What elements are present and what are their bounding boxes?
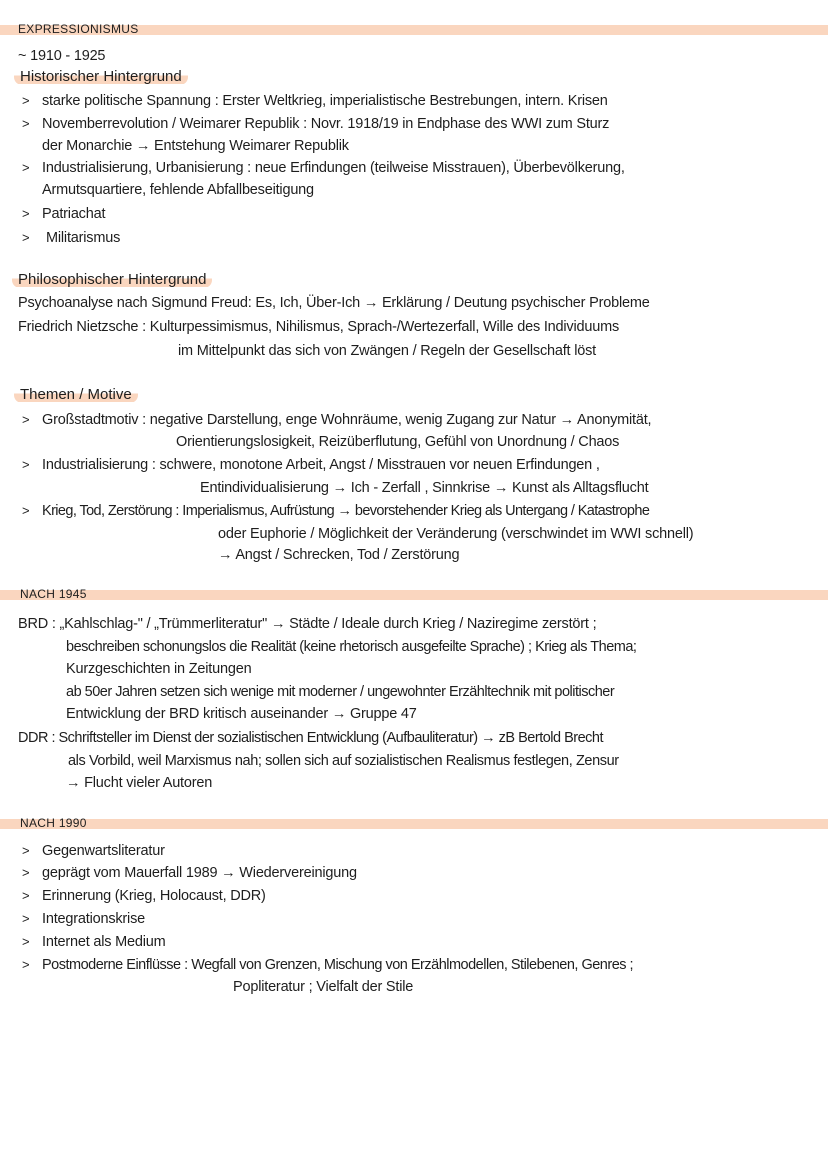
- bullet-icon: >: [22, 503, 30, 518]
- list-item-continuation: Entindividualisierung → Ich - Zerfall , Sinnkrise → Kunst als Alltagsflucht: [200, 480, 649, 496]
- period: ~ 1910 - 1925: [18, 48, 106, 64]
- list-item: Großstadtmotiv : negative Darstellung, enge Wohnräume, wenig Zugang zur Natur → Anonymität,: [42, 412, 652, 428]
- heading-philosophisch: Philosophischer Hintergrund: [12, 271, 212, 288]
- bullet-icon: >: [22, 843, 30, 858]
- bullet-icon: >: [22, 934, 30, 949]
- section-title-nach-1945: NACH 1945: [20, 587, 87, 601]
- bullet-icon: >: [22, 206, 30, 221]
- bullet-icon: >: [22, 865, 30, 880]
- text-line: Friedrich Nietzsche : Kulturpessimismus, Nihilismus, Sprach-/Wertezerfall, Wille des Individuums: [18, 319, 619, 335]
- list-item: geprägt vom Mauerfall 1989 → Wiedervereinigung: [42, 865, 357, 881]
- list-item-continuation: → Angst / Schrecken, Tod / Zerstörung: [218, 547, 460, 563]
- section-title-nach-1990: NACH 1990: [20, 816, 87, 830]
- bullet-icon: >: [22, 888, 30, 903]
- list-item: Industrialisierung, Urbanisierung : neue Erfindungen (teilweise Misstrauen), Überbevölkerung,: [42, 160, 625, 176]
- bullet-icon: >: [22, 230, 30, 245]
- text-line: DDR : Schriftsteller im Dienst der sozialistischen Entwicklung (Aufbauliteratur) → zB Bertold Brecht: [18, 730, 604, 746]
- list-item: Novemberrevolution / Weimarer Republik : Novr. 1918/19 in Endphase des WWI zum Sturz: [42, 116, 610, 132]
- text-line: BRD : „Kahlschlag-" / „Trümmerliteratur" → Städte / Ideale durch Krieg / Naziregime zerstört ;: [18, 616, 597, 632]
- bullet-icon: >: [22, 93, 30, 108]
- list-item: Postmoderne Einflüsse : Wegfall von Grenzen, Mischung von Erzählmodellen, Stilebenen, Genres ;: [42, 957, 634, 973]
- list-item-continuation: Armutsquartiere, fehlende Abfallbeseitigung: [42, 182, 314, 198]
- text-line: Psychoanalyse nach Sigmund Freud: Es, Ich, Über-Ich → Erklärung / Deutung psychischer Probleme: [18, 295, 650, 311]
- bullet-icon: >: [22, 457, 30, 472]
- list-item-continuation: Orientierungslosigkeit, Reizüberflutung, Gefühl von Unordnung / Chaos: [176, 434, 620, 450]
- list-item-continuation: der Monarchie → Entstehung Weimarer Republik: [42, 138, 349, 154]
- list-item: starke politische Spannung : Erster Weltkrieg, imperialistische Bestrebungen, intern. Krisen: [42, 93, 608, 109]
- heading-themen: Themen / Motive: [14, 386, 138, 403]
- bullet-icon: >: [22, 160, 30, 175]
- text-line: ab 50er Jahren setzen sich wenige mit moderner / ungewohnter Erzähltechnik mit politischer: [66, 684, 615, 700]
- heading-historisch: Historischer Hintergrund: [14, 68, 188, 85]
- list-item: Krieg, Tod, Zerstörung : Imperialismus, Aufrüstung → bevorstehender Krieg als Untergang / Katastrophe: [42, 503, 650, 519]
- list-item: Gegenwartsliteratur: [42, 843, 165, 859]
- list-item: Internet als Medium: [42, 934, 166, 950]
- section-band: [0, 590, 828, 600]
- list-item-continuation: Popliteratur ; Vielfalt der Stile: [233, 979, 414, 995]
- bullet-icon: >: [22, 911, 30, 926]
- section-band: [0, 819, 828, 829]
- text-line: als Vorbild, weil Marxismus nah; sollen sich auf sozialistischen Realismus festlegen, Zensur: [68, 753, 619, 769]
- section-title-expressionismus: EXPRESSIONISMUS: [18, 22, 139, 36]
- bullet-icon: >: [22, 957, 30, 972]
- list-item: Militarismus: [46, 230, 121, 246]
- text-line: im Mittelpunkt das sich von Zwängen / Regeln der Gesellschaft löst: [178, 343, 596, 359]
- list-item: Erinnerung (Krieg, Holocaust, DDR): [42, 888, 266, 904]
- list-item: Patriachat: [42, 206, 106, 222]
- list-item: Integrationskrise: [42, 911, 145, 927]
- bullet-icon: >: [22, 412, 30, 427]
- list-item: Industrialisierung : schwere, monotone Arbeit, Angst / Misstrauen vor neuen Erfindungen ,: [42, 457, 600, 473]
- text-line: Entwicklung der BRD kritisch auseinander → Gruppe 47: [66, 706, 417, 722]
- text-line: → Flucht vieler Autoren: [66, 775, 213, 791]
- text-line: beschreiben schonungslos die Realität (keine rhetorisch ausgefeilte Sprache) ; Krieg als Thema;: [66, 639, 637, 655]
- text-line: Kurzgeschichten in Zeitungen: [66, 661, 252, 677]
- bullet-icon: >: [22, 116, 30, 131]
- list-item-continuation: oder Euphorie / Möglichkeit der Veränderung (verschwindet im WWI schnell): [218, 526, 694, 542]
